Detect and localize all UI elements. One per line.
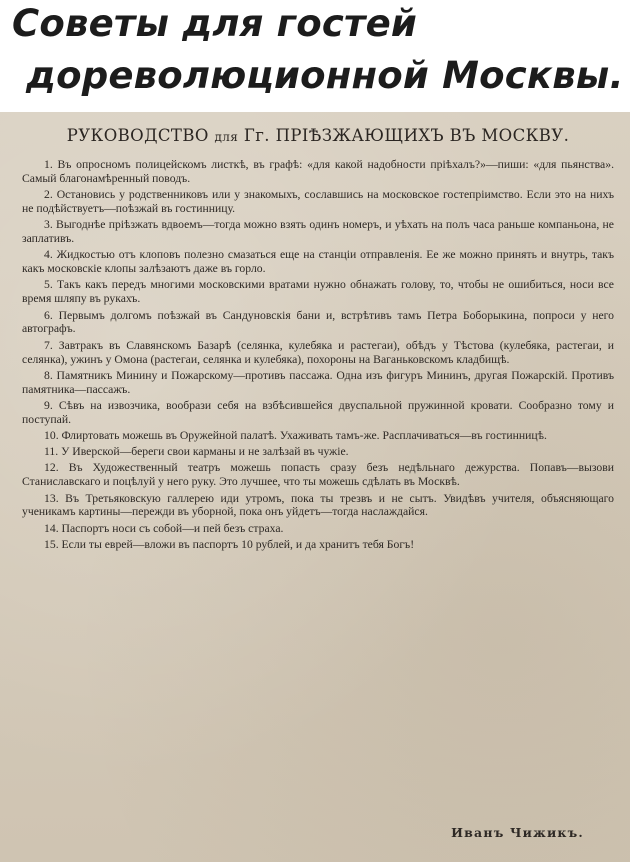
advice-item-6: 6. Первымъ долгомъ поѣзжай въ Сандуновскiя бани и, встрѣтивъ тамъ Петра Боборыкина, попроси у него автографъ. <box>22 308 614 336</box>
document-title <box>18 126 618 145</box>
advice-item-1: 1. Въ опросномъ полицейскомъ листкѣ, въ графѣ: «для какой надобности прiѣхалъ?»—пиши: «для пьянства». Самый благонамѣренный поводъ. <box>22 158 614 185</box>
title-part-visitors: Гг. ПРIѢЗЖАЮЩИХЪ ВЪ МОСКВУ. <box>243 126 570 145</box>
advice-item-15: 15. Если ты еврей—вложи въ паспортъ 10 рублей, и да хранитъ тебя Богъ! <box>44 537 415 551</box>
scanned-document <box>0 112 630 862</box>
advice-item-8: 8. Памятникъ Минину и Пожарскому—противъ пассажа. Одна изъ фигуръ Мининъ, другая Пожарскiй. Противъ памятника—пассажъ. <box>22 368 614 396</box>
advice-item-9: 9. Сѣвъ на извозчика, вообрази себя на взбѣсившейся двуспальной пружинной кровати. Сообразно тому и поступай. <box>22 398 614 426</box>
advice-item-13: 13. Въ Третьяковскую галлерею иди утромъ, пока ты трезвъ и не сытъ. Увидѣвъ учителя, объясняющаго ученикамъ картины—пережди въ уборной, пока онъ уйдетъ—тогда наслаждайся. <box>22 491 614 519</box>
title-part-for: для <box>214 130 239 144</box>
header-line-2: дореволюционной Москвы. <box>26 54 624 97</box>
advice-item-10: 10. Флиртовать можешь въ Оружейной палатѣ. Ухаживать тамъ-же. Расплачиваться—въ гостинницѣ. <box>44 428 547 442</box>
header-line-1: Советы для гостей <box>12 2 418 45</box>
advice-item-4: 4. Жидкостью отъ клоповъ полезно смазаться еще на станцiи отправленiя. Ее же можно принять и внутрь, такъ какъ московскiе клопы залѣзаютъ даже въ горло. <box>22 248 614 276</box>
title-part-guide: РУКОВОДСТВО <box>66 126 209 145</box>
signature: Иванъ Чижикъ. <box>451 825 584 840</box>
meme-header <box>0 0 630 112</box>
advice-item-12: 12. Въ Художественный театръ можешь попасть сразу безъ недѣльнаго дежурства. Попавъ—вызови Станиславскаго и поцѣлуй у него руку. Это лучшее, что ты можешь сдѣлать въ Москвѣ. <box>22 461 614 489</box>
advice-item-11: 11. У Иверской—береги свои карманы и не залѣзай въ чужiе. <box>44 445 349 459</box>
advice-item-2: 2. Остановись у родственниковъ или у знакомыхъ, сославшись на московское гостепрiимство. Если это на нихъ не подѣйствуетъ—поѣзжай въ гостинницу. <box>22 188 614 216</box>
advice-item-7: 7. Завтракъ въ Славянскомъ Базарѣ (селянка, кулебяка и растегаи), обѣдъ у Тѣстова (кулебяка, растегаи, и селянка), ужинъ у Омона (растегаи, селянка и кулебяка), похороны на Ваганьковскомъ кладбищѣ. <box>22 338 614 366</box>
advice-list <box>22 158 614 554</box>
advice-item-3: 3. Выгоднѣе прiѣзжать вдвоемъ—тогда можно взять одинъ номеръ, и уѣхать на полъ часа раньше компаньона, не заплативъ. <box>22 218 614 246</box>
advice-item-5: 5. Такъ какъ передъ многими московскими вратами нужно обнажать голову, то, чтобы не ошибиться, носи все время шляпу въ рукахъ. <box>22 278 614 306</box>
advice-item-14: 14. Паспортъ носи съ собой—и пей безъ страха. <box>44 521 284 535</box>
